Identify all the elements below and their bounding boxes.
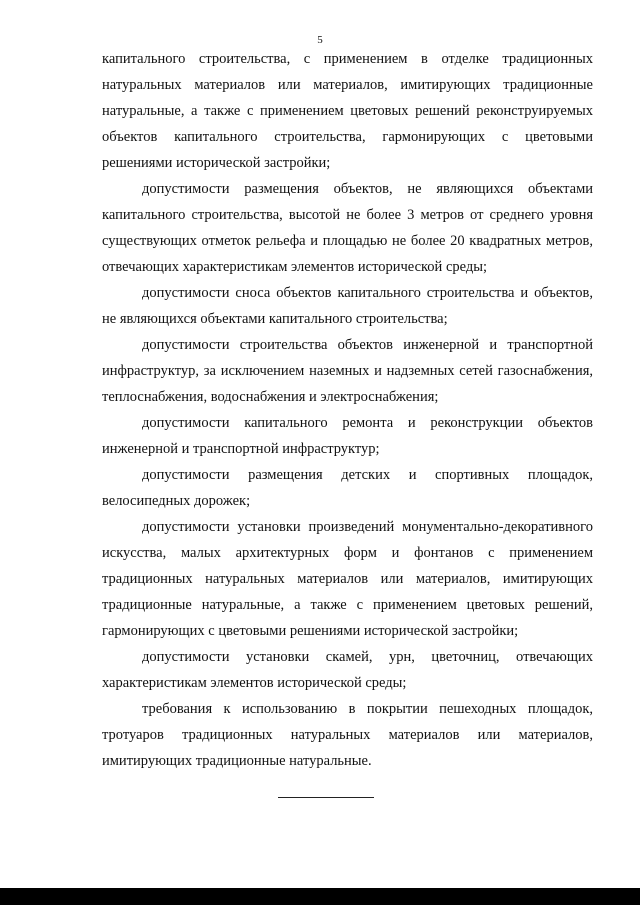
paragraph-infrastructure-repair: допустимости капитального ремонта и реконструкции объектов инженерной и транспортной инфраструктур; bbox=[102, 415, 593, 457]
paragraph-demolition: допустимости сноса объектов капитального строительства и объектов, не являющихся объектами капитального строительства; bbox=[102, 285, 593, 327]
separator-line bbox=[278, 797, 374, 798]
paragraph-pavement-requirements: требования к использованию в покрытии пешеходных площадок, тротуаров традиционных натуральных материалов или материалов, имитирующих традиционные натуральные. bbox=[102, 701, 593, 769]
page-number: 5 bbox=[317, 34, 323, 46]
paragraph-infrastructure-construction: допустимости строительства объектов инженерной и транспортной инфраструктур, за исключением наземных и надземных сетей газоснабжения, теплоснабжения, водоснабжения и электроснабжения; bbox=[102, 337, 593, 405]
document-body bbox=[102, 46, 593, 774]
paragraph-playgrounds: допустимости размещения детских и спортивных площадок, велосипедных дорожек; bbox=[102, 467, 593, 509]
paragraph-non-capital-objects: допустимости размещения объектов, не являющихся объектами капитального строительства, высотой не более 3 метров от среднего уровня существующих отметок рельефа и площадью не более 20 квадратных метров, отвечающих характеристикам элементов исторической среды; bbox=[102, 181, 593, 275]
paragraph-monumental-art: допустимости установки произведений монументально-декоративного искусства, малых архитектурных форм и фонтанов с применением традиционных натуральных материалов или материалов, имитирующих традиционные натуральные, а также с применением цветовых решений, гармонирующих с цветовыми решениями исторической застройки; bbox=[102, 519, 593, 639]
scan-border bbox=[0, 888, 640, 905]
paragraph-benches: допустимости установки скамей, урн, цветочниц, отвечающих характеристикам элементов исторической среды; bbox=[102, 649, 593, 691]
paragraph-continuation: капитального строительства, с применением в отделке традиционных натуральных материалов или материалов, имитирующих традиционные натуральные, а также с применением цветовых решений реконструируемых объектов капитального строительства, гармонирующих с цветовыми решениями исторической застройки; bbox=[102, 51, 593, 171]
